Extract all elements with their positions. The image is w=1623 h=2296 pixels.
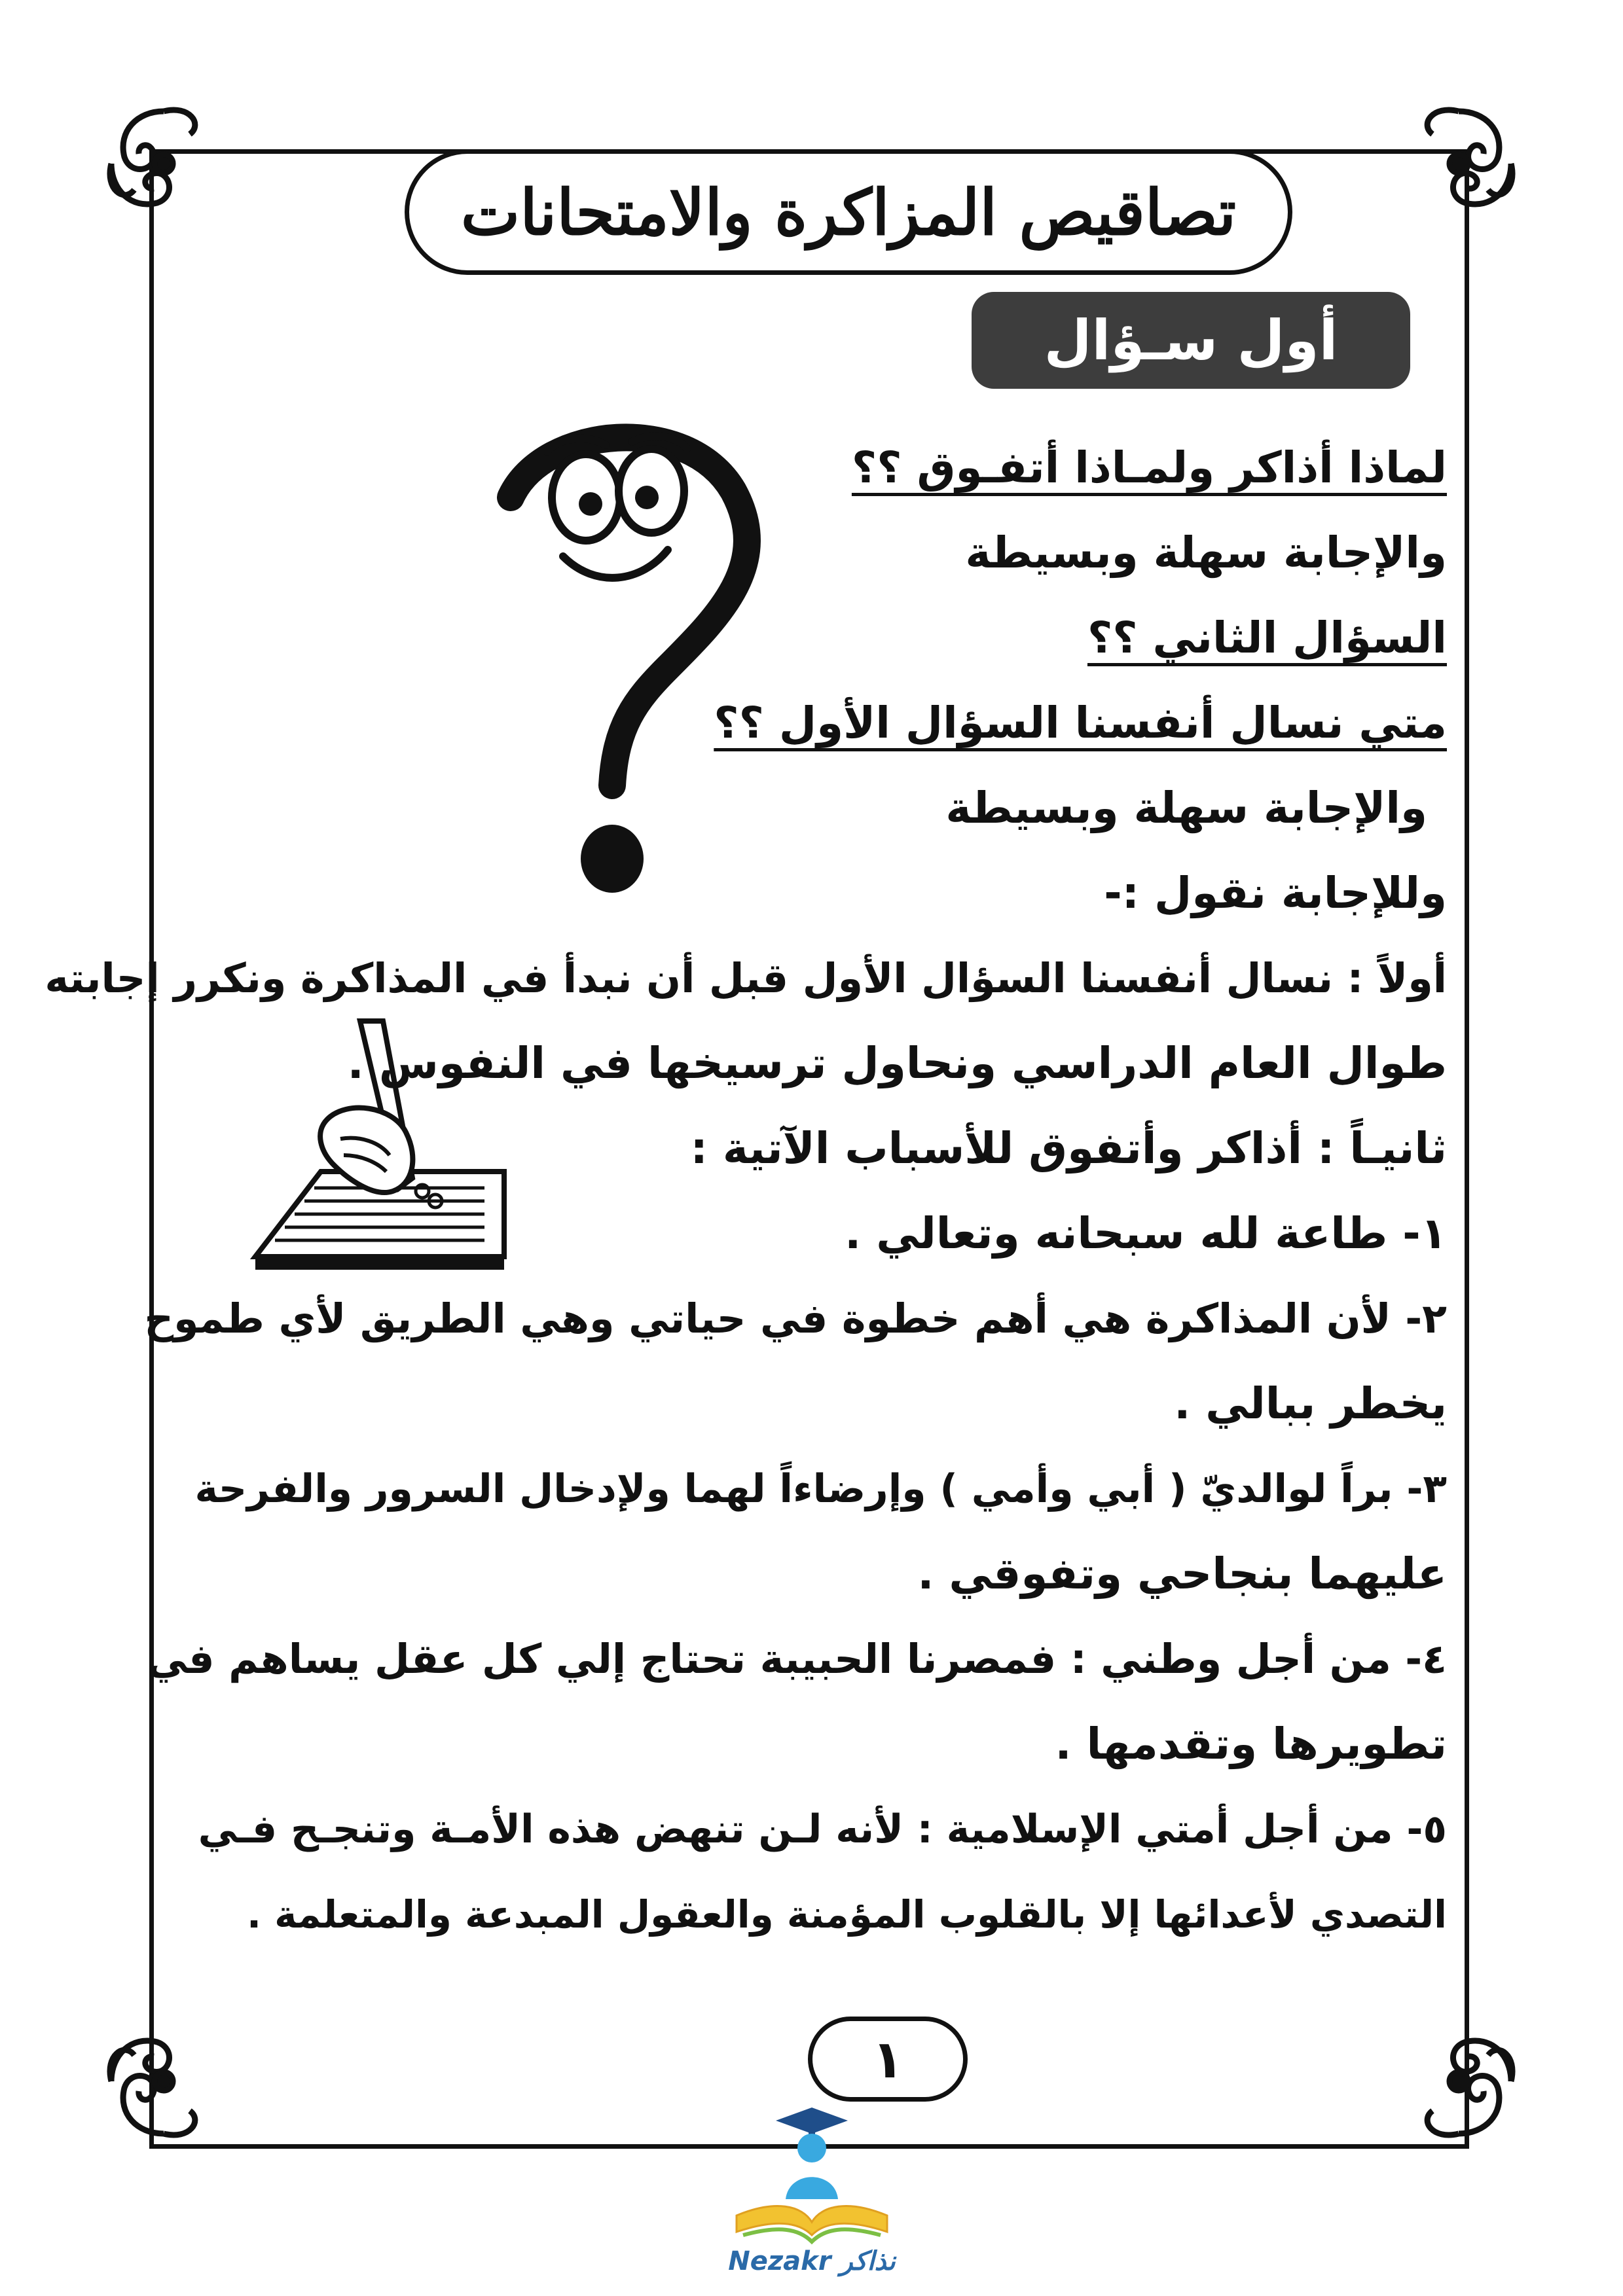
text-line-11: ٢- لأن المذاكرة هي أهم خطوة في حياتي وهي الطريق لأي طموح [144,1295,1447,1342]
section-badge [972,292,1410,389]
text-line-8: طوال العام الدراسي ونحاول ترسيخها في النفوس . [347,1038,1447,1088]
text-line-7: أولاً : نسال أنفسنا السؤال الأول قبل أن نبدأ في المذاكرة ونكرر إجابته [45,954,1447,1002]
logo-text-arabic: نذاكر [840,2246,896,2276]
text-line-17: ٥- من أجل أمتي الإسلامية : لأنه لـن تنهض هذه الأمـة وتنجـح فـي [198,1806,1447,1852]
text-line-16: تطويرها وتقدمها . [1055,1719,1447,1769]
ornament-corner-top-right-icon [1393,98,1524,229]
question-mark-face-icon [471,419,799,903]
text-line-6: وللإجابة نقول :- [1104,868,1447,918]
ornament-corner-bottom-left-icon [98,2016,229,2147]
text-line-12: يخطر ببالي . [1174,1378,1447,1429]
text-line-2: والإجابة سهلة وبسيطة [965,528,1447,578]
text-line-4: متي نسال أنفسنا السؤال الأول ؟؟ [714,698,1447,748]
text-line-9: ثانيـاً : أذاكر وأتفوق للأسباب الآتية : [690,1123,1447,1174]
text-line-1: لماذا أذاكر ولمـاذا أتفـوق ؟؟ [851,442,1447,493]
page-number-box [808,2017,968,2102]
text-line-18: التصدي لأعدائها إلا بالقلوب المؤمنة والعقول المبدعة والمتعلمة . [246,1892,1447,1937]
text-line-5: والإجابة سهلة وبسيطة [945,783,1427,833]
text-line-14: عليهما بنجاحي وتفوقي . [917,1549,1447,1599]
section-badge-label: أول سـؤال [1044,308,1338,372]
text-line-13: ٣- براً لوالديّ ( أبي وأمي ) وإرضاءاً لهما ولإدخال السرور والفرحة [194,1466,1447,1512]
page-title-box [405,149,1292,275]
ornament-corner-bottom-right-icon [1393,2016,1524,2147]
text-line-10: ١- طاعة لله سبحانه وتعالي . [845,1208,1447,1259]
logo-text [717,2246,907,2276]
ornament-corner-top-left-icon [98,98,229,229]
page-title: تصاقيص المزاكرة والامتحانات [460,175,1237,249]
text-line-3: السؤال الثاني ؟؟ [1087,613,1447,663]
logo-text-latin: Nezakr [728,2246,831,2276]
page-number: ١ [871,2028,904,2090]
text-line-15: ٤- من أجل وطني : فمصرنا الحبيبة تحتاج إلي كل عقل يساهم في [147,1635,1447,1683]
